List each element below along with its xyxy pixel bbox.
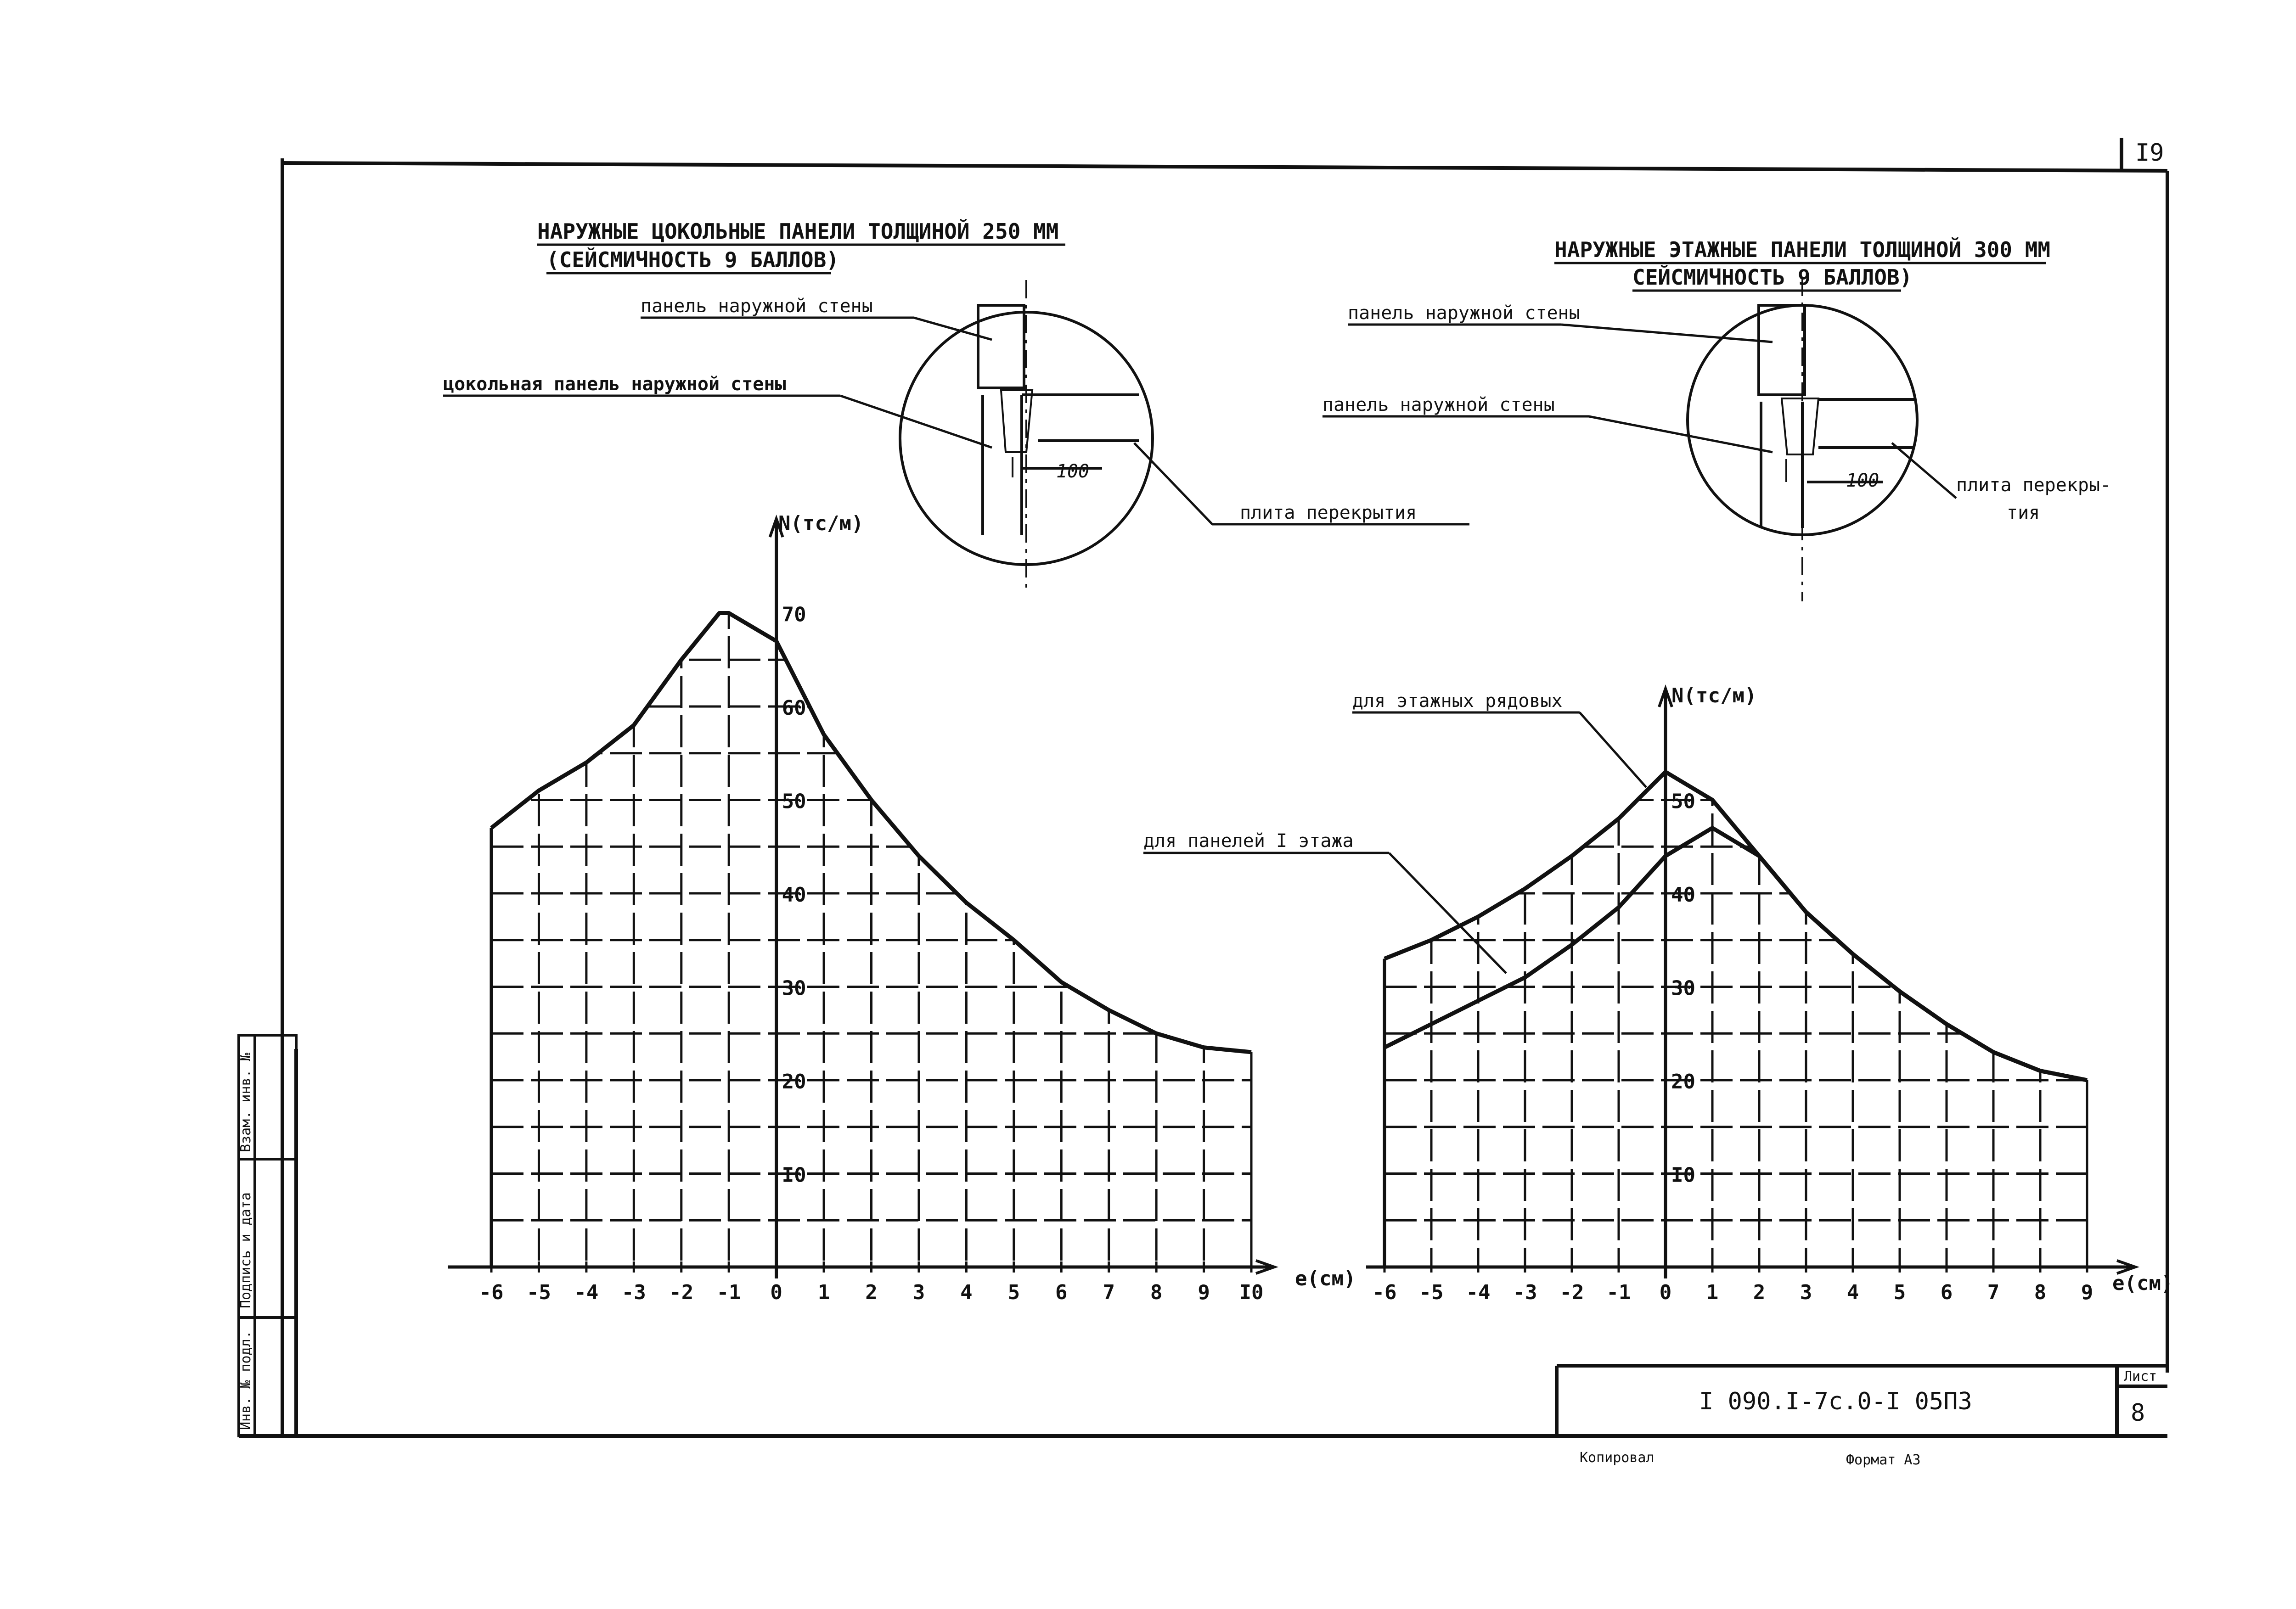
chart-left-y-tick-label: 70 [782,603,806,627]
detail-left-title-1: НАРУЖНЫЕ ЦОКОЛЬНЫЕ ПАНЕЛИ ТОЛЩИНОЙ 250 ММ [537,219,1059,244]
detail-right-label-slab-1: плита перекры- [1956,475,2111,496]
detail-right-label-panel-top: панель наружной стены [1348,303,1580,324]
chart-right-x-tick-label: -4 [1466,1281,1491,1304]
detail-left-label-plinth: цокольная панель наружной стены [443,374,786,395]
chart-right-x-tick-label: 7 [1987,1281,2000,1304]
chart-left-x-tick-label: 2 [865,1281,878,1304]
chart-left-x-tick-label: 5 [1007,1281,1020,1304]
document-code: I 090.I-7c.0-I 05ПЗ [1699,1388,1972,1415]
chart-left-x-tick-label: 4 [960,1281,973,1304]
chart-left-y-tick-label: 20 [782,1070,806,1093]
sheet-label: Лист [2124,1368,2157,1385]
chart-right-axes [1366,689,2135,1278]
chart-left-y-tick-label: 60 [782,696,806,720]
chart-left-y-tick-label: 30 [782,976,806,1000]
chart-right-x-tick-label: 3 [1800,1281,1812,1304]
side-stamp-signature: Подпись и дата [238,1192,254,1308]
chart-right-grid [1384,734,2087,1267]
chart-left-x-tick-label: -3 [621,1281,646,1304]
chart-left-grid-lines [491,597,1251,1267]
chart-left-xlabel: e(см) [1295,1267,1356,1290]
side-stamp-original: Инв. № подл. [238,1330,254,1430]
chart-right-y-tick-label: 30 [1671,976,1695,1000]
chart-right-y-tick-label: 40 [1671,883,1695,907]
detail-left-dimension: 100 [1056,461,1090,482]
chart-right-xlabel: e(см) [2112,1272,2173,1295]
chart-right-x-tick-label: -1 [1606,1281,1631,1304]
format-label: Формат А3 [1846,1452,1921,1468]
chart-left-ylabel: N(тс/м) [778,512,864,535]
detail-left-label-panel: панель наружной стены [641,296,873,317]
chart-left-y-tick-label: I0 [782,1163,806,1187]
side-stamp-replace: Взам. инв. № [238,1053,254,1152]
chart-left-x-tick-label: 3 [912,1281,925,1304]
chart-right-ylabel: N(тс/м) [1671,684,1757,707]
detail-right-label-slab-2: тия [2007,502,2040,523]
chart-left [448,512,1356,1304]
chart-right-x-tick-label: -6 [1372,1281,1397,1304]
chart-left-x-tick-label: 9 [1198,1281,1210,1304]
chart-right-legend-lower: для панелей I этажа [1143,830,1354,852]
chart-right-grid-lines [1384,734,2087,1267]
chart-right-x-tick-label: 5 [1893,1281,1906,1304]
chart-right-x-tick-label: -5 [1419,1281,1444,1304]
chart-right-series-1-line [1384,828,2087,1080]
detail-left [443,219,1469,592]
chart-right-x-tick-label: -2 [1559,1281,1584,1304]
chart-left-grid [491,597,1251,1267]
detail-left-label-slab: плита перекрытия [1240,502,1417,523]
chart-left-x-tick-label: 8 [1150,1281,1163,1304]
chart-left-x-tick-label: -6 [479,1281,504,1304]
detail-right [1322,237,2111,601]
chart-right-x-tick-label: 6 [1940,1281,1953,1304]
side-stamp [238,1035,296,1436]
chart-left-x-tick-label: I0 [1239,1281,1264,1304]
chart-left-x-tick-label: 1 [817,1281,830,1304]
chart-right-y-tick-label: I0 [1671,1163,1695,1187]
chart-left-axes [448,519,1274,1278]
chart-left-x-tick-label: 7 [1103,1281,1115,1304]
chart-left-y-tick-label: 50 [782,790,806,813]
detail-right-title-2: СЕЙСМИЧНОСТЬ 9 БАЛЛОВ) [1632,265,1913,290]
chart-left-x-tick-label: -2 [669,1281,694,1304]
chart-left-x-tick-label: -5 [526,1281,551,1304]
chart-right-x-tick-label: 1 [1706,1281,1719,1304]
detail-right-dimension: 100 [1846,470,1880,491]
chart-right-x-tick-label: 8 [2034,1281,2047,1304]
chart-right-x-tick-label: 0 [1659,1281,1672,1304]
chart-right-y-tick-label: 20 [1671,1070,1695,1093]
chart-left-x-tick-label: -1 [716,1281,741,1304]
chart-left-x-tick-label: 6 [1055,1281,1068,1304]
detail-right-title-1: НАРУЖНЫЕ ЭТАЖНЫЕ ПАНЕЛИ ТОЛЩИНОЙ 300 ММ [1554,237,2051,262]
chart-left-y-tick-label: 40 [782,883,806,907]
chart-right-x-tick-label: 4 [1846,1281,1859,1304]
page-number: I9 [2135,139,2164,167]
copied-by: Копировал [1580,1450,1654,1466]
detail-left-title-2: (СЕЙСМИЧНОСТЬ 9 БАЛЛОВ) [546,247,839,272]
chart-left-x-tick-label: 0 [770,1281,782,1304]
sheet-value: 8 [2131,1399,2145,1427]
chart-left-x-tick-label: -4 [574,1281,599,1304]
chart-right-y-tick-label: 50 [1671,790,1695,813]
chart-right-legend-upper: для этажных рядовых [1352,690,1563,712]
detail-right-label-panel: панель наружной стены [1322,394,1555,415]
chart-right [1143,684,2173,1304]
chart-right-x-tick-label: 2 [1753,1281,1766,1304]
chart-right-x-tick-label: 9 [2081,1281,2093,1304]
chart-right-x-tick-label: -3 [1513,1281,1537,1304]
